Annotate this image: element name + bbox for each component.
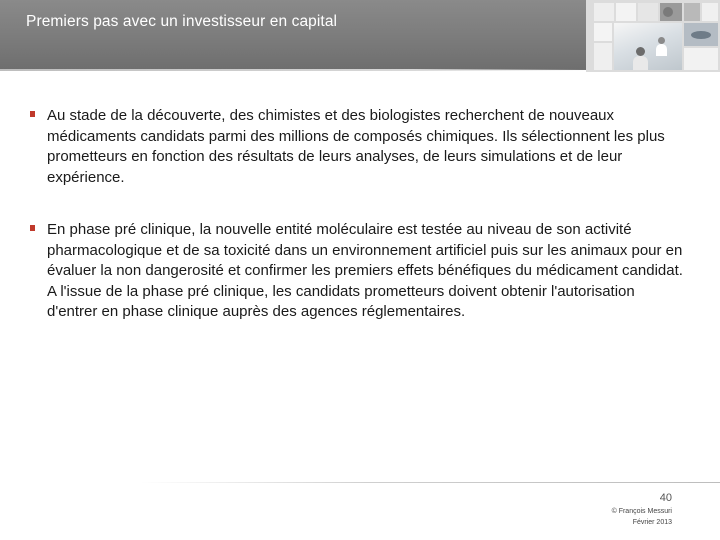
person-body <box>633 56 648 70</box>
mosaic-tile <box>638 3 658 21</box>
bullet-text: Au stade de la découverte, des chimistes et des biologistes recherchent de nouveaux médicaments candidats parmi des millions de composés chimiques. Ils sélectionnent les plus prometteurs en fonction des résultats de leurs analyses, de leurs simulations et de leur expérience. <box>47 107 665 186</box>
eye-icon <box>691 31 711 39</box>
person-body <box>656 44 667 56</box>
header-divider <box>0 69 590 71</box>
mosaic-tile <box>684 48 718 70</box>
mosaic-tile <box>702 3 718 21</box>
mosaic-tile <box>616 3 636 21</box>
mosaic-tile-eye-photo <box>684 23 718 46</box>
bullet-text: En phase pré clinique, la nouvelle entité moléculaire est testée au niveau de son activité pharmacologique et de sa toxicité dans un environnement artificiel puis sur les animaux pour en évaluer la non dangerosité et confirmer les premiers effets bénéfiques du médicament candidat. A l'issue de la phase pré clinique, les candidats prometteurs doivent obtenir l'autorisation d'entrer en phase clinique auprès des agences réglementaires. <box>47 221 683 320</box>
page-number: 40 <box>659 492 672 504</box>
bullet-marker-icon <box>30 111 35 117</box>
person-icon <box>636 47 645 56</box>
footer-date: Février 2013 <box>632 519 672 526</box>
header-photo-mosaic <box>586 0 720 72</box>
bullet-marker-icon <box>30 225 35 231</box>
mosaic-tile <box>594 3 614 21</box>
person-icon <box>658 37 665 44</box>
mosaic-tile-lab-photo <box>614 23 682 70</box>
mosaic-tile <box>594 23 612 41</box>
footer-divider <box>140 482 720 483</box>
mosaic-tile <box>684 3 700 21</box>
slide-title: Premiers pas avec un investisseur en capital <box>26 13 338 30</box>
copyright-notice: © François Messuri <box>611 508 672 515</box>
person-icon <box>663 7 673 17</box>
mosaic-tile <box>594 43 612 70</box>
mosaic-tile-people-photo <box>660 3 682 21</box>
